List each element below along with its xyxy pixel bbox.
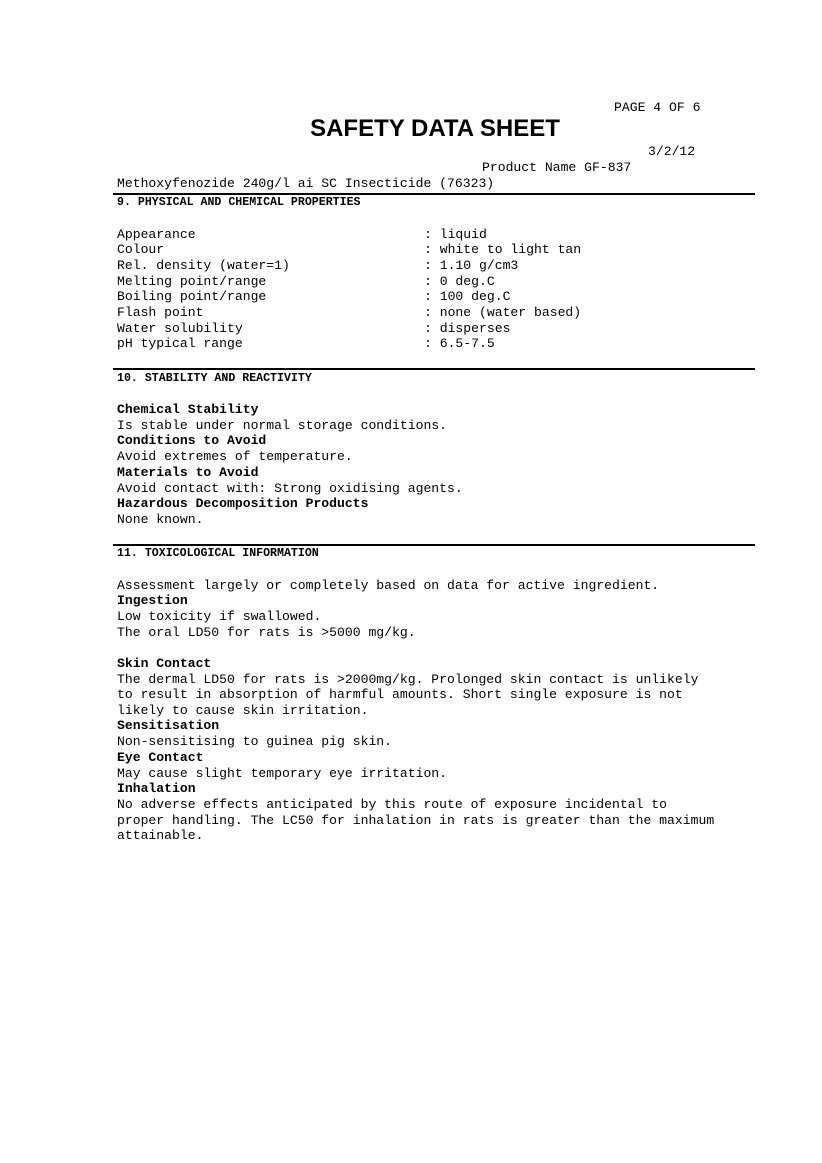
- decomposition-products-text: None known.: [117, 512, 204, 527]
- sensitisation-text: Non-sensitising to guinea pig skin.: [117, 734, 393, 749]
- ingestion-text: The oral LD50 for rats is >5000 mg/kg.: [117, 625, 416, 640]
- property-label: Appearance: [117, 227, 196, 242]
- subheading-inhalation: Inhalation: [117, 781, 196, 796]
- ingestion-text: Low toxicity if swallowed.: [117, 609, 322, 624]
- inhalation-text: attainable.: [117, 828, 204, 843]
- assessment-text: Assessment largely or completely based on data for active ingredient.: [117, 578, 660, 593]
- property-value: : disperses: [424, 321, 511, 336]
- property-label: pH typical range: [117, 336, 243, 351]
- subheading-eye-contact: Eye Contact: [117, 750, 204, 765]
- skin-contact-text: to result in absorption of harmful amounts. Short single exposure is not: [117, 687, 683, 702]
- property-label: Water solubility: [117, 321, 243, 336]
- eye-contact-text: May cause slight temporary eye irritation.: [117, 766, 448, 781]
- property-value: : white to light tan: [424, 242, 582, 257]
- section-9-heading: 9. PHYSICAL AND CHEMICAL PROPERTIES: [117, 196, 361, 209]
- subheading-chemical-stability: Chemical Stability: [117, 402, 259, 417]
- skin-contact-text: The dermal LD50 for rats is >2000mg/kg. Prolonged skin contact is unlikely: [117, 672, 699, 687]
- subheading-sensitisation: Sensitisation: [117, 718, 220, 733]
- skin-contact-text: likely to cause skin irritation.: [117, 703, 369, 718]
- subheading-skin-contact: Skin Contact: [117, 656, 212, 671]
- property-label: Boiling point/range: [117, 289, 267, 304]
- section-11-heading: 11. TOXICOLOGICAL INFORMATION: [117, 547, 319, 560]
- materials-to-avoid-text: Avoid contact with: Strong oxidising agents.: [117, 481, 463, 496]
- inhalation-text: proper handling. The LC50 for inhalation in rats is greater than the maximum: [117, 813, 715, 828]
- property-value: : none (water based): [424, 305, 582, 320]
- product-name: Product Name GF-837: [482, 160, 632, 175]
- conditions-to-avoid-text: Avoid extremes of temperature.: [117, 449, 353, 464]
- page-number: PAGE 4 OF 6: [614, 100, 701, 115]
- chemical-stability-text: Is stable under normal storage conditions.: [117, 418, 448, 433]
- property-value: : 1.10 g/cm3: [424, 258, 519, 273]
- property-label: Rel. density (water=1): [117, 258, 290, 273]
- document-title: SAFETY DATA SHEET: [310, 115, 560, 142]
- property-value: : 100 deg.C: [424, 289, 511, 304]
- subheading-materials-to-avoid: Materials to Avoid: [117, 465, 259, 480]
- property-value: : 0 deg.C: [424, 274, 495, 289]
- subheading-conditions-to-avoid: Conditions to Avoid: [117, 433, 267, 448]
- subheading-ingestion: Ingestion: [117, 593, 188, 608]
- property-label: Colour: [117, 242, 165, 257]
- inhalation-text: No adverse effects anticipated by this route of exposure incidental to: [117, 797, 668, 812]
- section-divider: [113, 368, 755, 370]
- property-label: Melting point/range: [117, 274, 267, 289]
- subheading-decomposition-products: Hazardous Decomposition Products: [117, 496, 369, 511]
- document-date: 3/2/12: [648, 144, 696, 159]
- property-label: Flash point: [117, 305, 204, 320]
- section-10-heading: 10. STABILITY AND REACTIVITY: [117, 372, 312, 385]
- product-description: Methoxyfenozide 240g/l ai SC Insecticide (76323): [117, 176, 495, 191]
- property-value: : 6.5-7.5: [424, 336, 495, 351]
- property-value: : liquid: [424, 227, 487, 242]
